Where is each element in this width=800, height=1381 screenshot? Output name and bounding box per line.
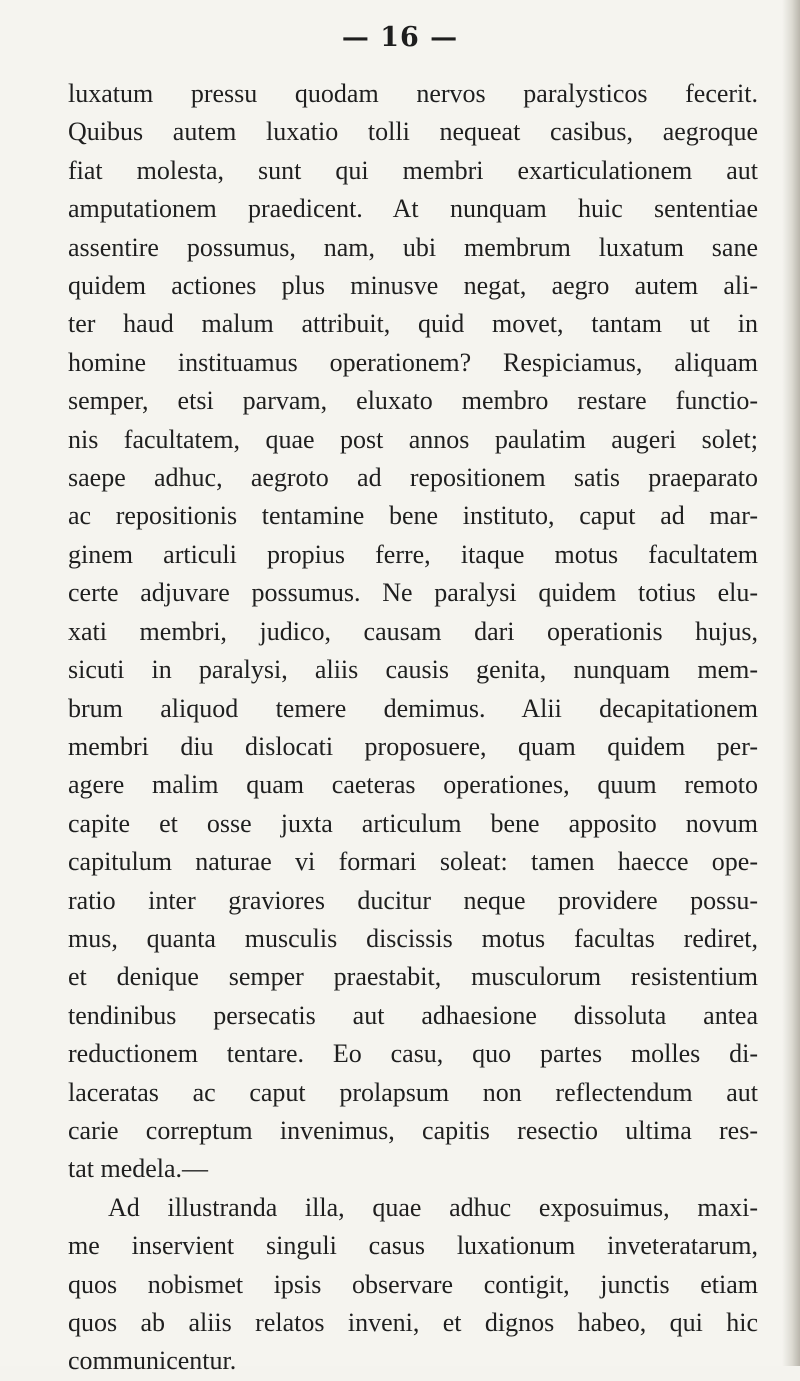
text-line: certe adjuvare possumus. Ne paralysi quidem totius elu- <box>68 578 758 608</box>
page-number-header: — 16 — <box>341 22 459 53</box>
text-line: Ad illustranda illa, quae adhuc exposuimus, maxi- <box>108 1192 758 1222</box>
text-line: ginem articuli propius ferre, itaque motus facultatem <box>68 539 758 569</box>
text-line: assentire possumus, nam, ubi membrum luxatum sane <box>68 232 758 262</box>
text-line: ac repositionis tentamine bene instituto, caput ad mar- <box>68 501 758 531</box>
page-edge-shadow <box>782 0 800 1366</box>
text-line: luxatum pressu quodam nervos paralysticos fecerit. <box>68 79 758 108</box>
text-line: sicuti in paralysi, aliis causis genita, nunquam mem- <box>68 655 758 685</box>
text-line: mus, quanta musculis discissis motus facultas rediret, <box>68 923 758 953</box>
text-line: homine instituamus operationem? Respiciamus, aliquam <box>68 347 758 377</box>
text-line: et denique semper praestabit, musculorum resistentium <box>68 962 758 992</box>
text-line: quos ab aliis relatos inveni, et dignos habeo, qui hic <box>68 1308 758 1337</box>
text-line: quos nobismet ipsis observare contigit, junctis etiam <box>68 1269 758 1299</box>
text-line: saepe adhuc, aegroto ad repositionem satis praeparato <box>68 463 758 493</box>
text-line: capite et osse juxta articulum bene apposito novum <box>68 808 758 838</box>
text-line: capitulum naturae vi formari soleat: tamen haecce ope- <box>68 847 758 877</box>
text-line: nis facultatem, quae post annos paulatim augeri solet; <box>68 424 758 454</box>
text-line: tat medela.— <box>68 1154 209 1184</box>
text-line: fiat molesta, sunt qui membri exarticulationem aut <box>68 155 758 185</box>
text-line: brum aliquod temere demimus. Alii decapitationem <box>68 693 758 723</box>
text-line: me inservient singuli casus luxationum inveteratarum, <box>68 1231 758 1261</box>
text-line: Quibus autem luxatio tolli nequeat casibus, aegroque <box>68 117 758 147</box>
text-line: ter haud malum attribuit, quid movet, tantam ut in <box>68 309 758 339</box>
text-line: semper, etsi parvam, eluxato membro restare functio- <box>68 386 758 416</box>
text-line: agere malim quam caeteras operationes, quum remoto <box>68 770 758 800</box>
text-line: xati membri, judico, causam dari operationis hujus, <box>68 616 758 646</box>
text-line: tendinibus persecatis aut adhaesione dissoluta antea <box>68 1000 758 1030</box>
text-line: carie correptum invenimus, capitis resectio ultima res- <box>68 1115 758 1145</box>
text-line: amputationem praedicent. At nunquam huic sententiae <box>68 194 758 224</box>
text-line: laceratas ac caput prolapsum non reflectendum aut <box>68 1077 758 1107</box>
text-line: ratio inter graviores ducitur neque providere possu- <box>68 885 758 915</box>
text-line: membri diu dislocati proposuere, quam quidem per- <box>68 731 758 761</box>
text-line: communicentur. <box>68 1346 237 1376</box>
text-line: quidem actiones plus minusve negat, aegro autem ali- <box>68 271 758 301</box>
body-text <box>68 75 758 1381</box>
text-line: reductionem tentare. Eo casu, quo partes molles di- <box>68 1039 758 1069</box>
